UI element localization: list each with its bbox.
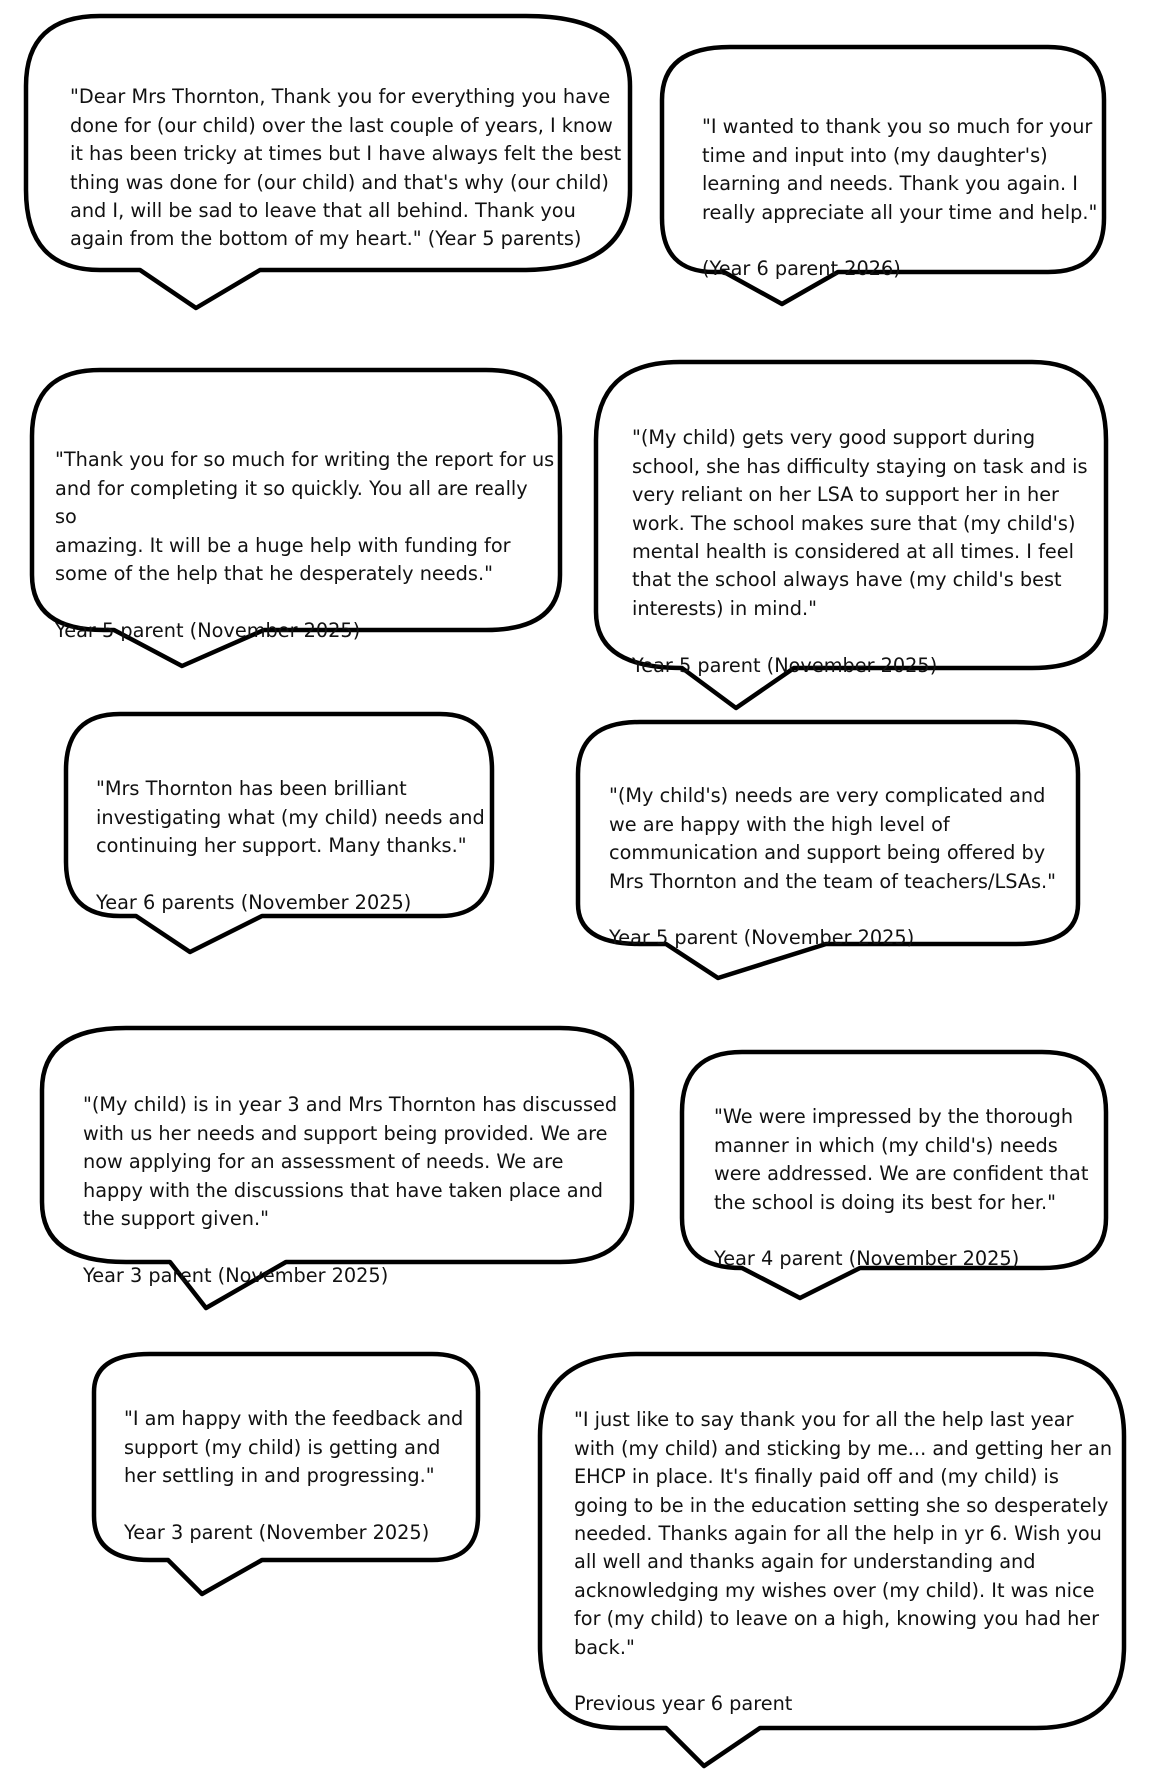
attribution-text: (Year 6 parent 2026)	[702, 257, 901, 281]
testimonial-2-quote	[702, 85, 1102, 312]
attribution-text: Year 6 parents (November 2025)	[96, 891, 412, 915]
quote-text: "Dear Mrs Thornton, Thank you for everything you have done for (our child) over the last couple of years, I know it has been tricky at times but I have always felt the best thing was done for (our child) and that's why (our child) and I, will be sad to leave that all behind. Thank you again from the bottom of my heart." (Year 5 parents)	[70, 85, 622, 251]
quote-text: "(My child) gets very good support during school, she has difficulty staying on task and is very reliant on her LSA to support her in her work. The school makes sure that (my child's) mental health is considered at all times. I feel that the school always have (my child's best interests) in mind."	[632, 426, 1088, 620]
quote-text: "We were impressed by the thorough manner in which (my child's) needs were addressed. We are confident that the school is doing its best for her."	[714, 1105, 1089, 1214]
quote-text: "Thank you for so much for writing the report for us and for completing it so quickly. You all are really so amazing. It will be a huge help with funding for some of the help that he desperately needs."	[55, 448, 555, 586]
attribution-text: Year 4 parent (November 2025)	[714, 1247, 1020, 1271]
testimonial-5-quote	[96, 747, 490, 946]
quote-text: "I just like to say thank you for all the help last year with (my child) and sticking by me... and getting her an EHCP in place. It's finally paid off and (my child) is going to be in the education setting she so desperately needed. Thanks again for all the help in yr 6. Wish you all well and thanks again for understanding and acknowledging my wishes over (my child). It was nice for (my child) to leave on a high, knowing you had her back."	[574, 1408, 1113, 1659]
quote-text: "Mrs Thornton has been brilliant investigating what (my child) needs and continuing her support. Many thanks."	[96, 777, 485, 858]
quote-text: "(My child) is in year 3 and Mrs Thornton has discussed with us her needs and support being provided. We are now applying for an assessment of needs. We are happy with the discussions that have taken place and the support given."	[83, 1093, 618, 1231]
testimonial-10-quote	[574, 1378, 1122, 1747]
testimonial-3-quote	[55, 418, 555, 674]
quote-text: "I am happy with the feedback and support (my child) is getting and her settling in and progressing."	[124, 1407, 464, 1488]
quote-text: "I wanted to thank you so much for your time and input into (my daughter's) learning and needs. Thank you again. I really appreciate all your time and help."	[702, 115, 1098, 224]
testimonial-6-quote	[609, 754, 1075, 981]
attribution-text: Year 5 parent (November 2025)	[55, 618, 361, 642]
testimonial-8-quote	[714, 1075, 1104, 1302]
attribution-text: Year 3 parent (November 2025)	[83, 1263, 389, 1287]
testimonial-7-quote	[83, 1063, 631, 1319]
quote-text: "(My child's) needs are very complicated and we are happy with the high level of communication and support being offered by Mrs Thornton and the team of teachers/LSAs."	[609, 784, 1057, 893]
attribution-text: Previous year 6 parent	[574, 1692, 793, 1716]
attribution-text: Year 5 parent (November 2025)	[632, 653, 938, 677]
testimonial-1-quote	[70, 55, 630, 282]
testimonial-9-quote	[124, 1377, 476, 1576]
testimonial-4-quote	[632, 396, 1102, 708]
attribution-text: Year 3 parent (November 2025)	[124, 1521, 430, 1545]
attribution-text: Year 5 parent (November 2025)	[609, 926, 915, 950]
